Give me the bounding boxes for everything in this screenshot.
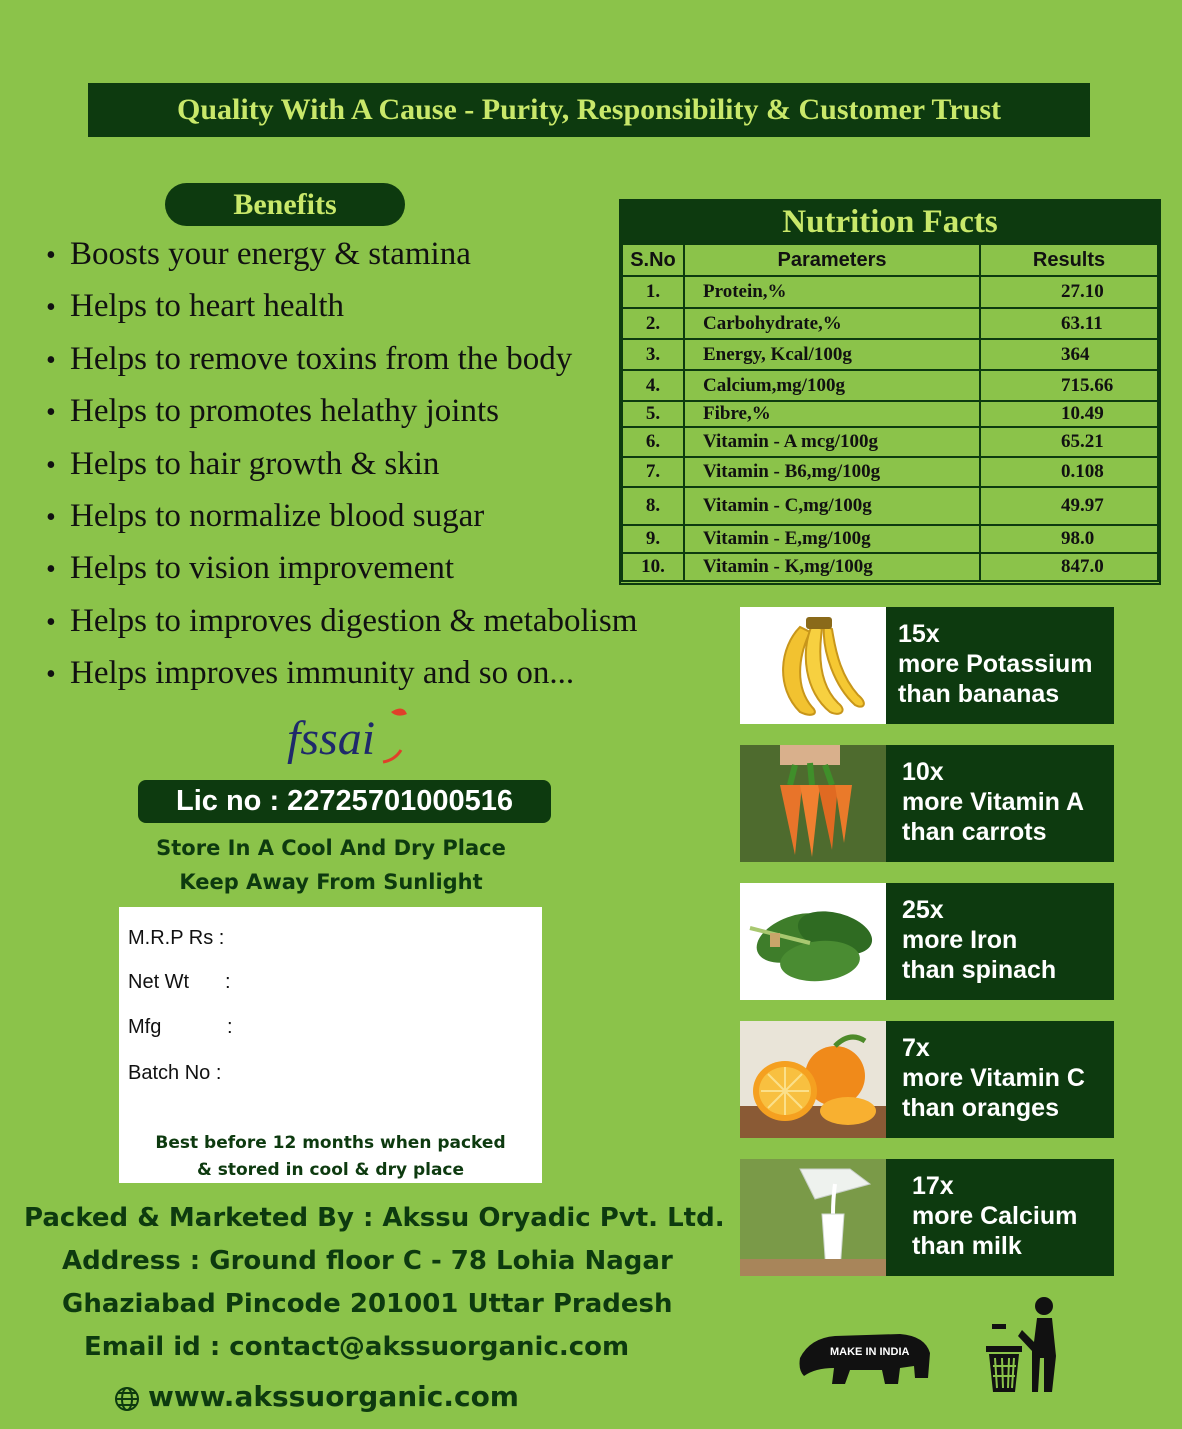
- table-row: [622, 401, 1158, 427]
- benefit-item: • Helps to heart health: [46, 284, 637, 336]
- globe-icon: [114, 1386, 140, 1412]
- cell-sno: 5.: [622, 401, 684, 427]
- nutrition-facts-table: [619, 199, 1161, 585]
- colon: :: [227, 1016, 233, 1038]
- benefit-item: • Helps to normalize blood sugar: [46, 494, 637, 546]
- cell-sno: 4.: [622, 370, 684, 401]
- table-row: [622, 457, 1158, 487]
- cell-result: 0.108: [980, 457, 1158, 487]
- milk-image: [740, 1159, 886, 1276]
- table-row: [622, 370, 1158, 401]
- comparison-food: than milk: [912, 1232, 1022, 1260]
- comparison-food: than carrots: [902, 818, 1047, 846]
- cell-result: 98.0: [980, 525, 1158, 553]
- cell-sno: 9.: [622, 525, 684, 553]
- column-header: Parameters: [684, 244, 980, 276]
- cell-sno: 2.: [622, 308, 684, 339]
- benefit-item: • Helps improves immunity and so on...: [46, 651, 637, 703]
- colon: :: [225, 971, 231, 993]
- make-in-india-logo: [790, 1318, 940, 1390]
- spinach-image: [740, 883, 886, 1000]
- trash-bin-icon: [982, 1296, 1066, 1394]
- cell-result: 63.11: [980, 308, 1158, 339]
- table-row: [622, 427, 1158, 457]
- comparison-factor: 17x: [912, 1172, 954, 1200]
- batch-no-label: Batch No :: [128, 1062, 222, 1084]
- comparison-food: than oranges: [902, 1094, 1059, 1122]
- cell-parameter: Protein,%: [684, 276, 980, 308]
- comparison-card-carrot: [740, 745, 1114, 862]
- cell-sno: 7.: [622, 457, 684, 487]
- table-header-row: [622, 244, 1158, 276]
- comparison-factor: 15x: [898, 620, 940, 648]
- best-before-line: Best before 12 months when packed: [155, 1133, 506, 1153]
- comparison-nutrient: more Calcium: [912, 1202, 1078, 1230]
- benefit-item: • Helps to vision improvement: [46, 546, 637, 598]
- fssai-logo-text: fssai: [287, 712, 376, 765]
- benefit-item: • Helps to hair growth & skin: [46, 442, 637, 494]
- cell-result: 364: [980, 339, 1158, 370]
- cell-result: 847.0: [980, 553, 1158, 581]
- comparison-nutrient: more Vitamin A: [902, 788, 1084, 816]
- cell-sno: 3.: [622, 339, 684, 370]
- comparison-factor: 25x: [902, 896, 944, 924]
- nutrition-table: [621, 243, 1159, 582]
- comparison-nutrient: more Vitamin C: [902, 1064, 1085, 1092]
- cell-parameter: Fibre,%: [684, 401, 980, 427]
- nutrition-title: Nutrition Facts: [621, 201, 1159, 243]
- cell-parameter: Calcium,mg/100g: [684, 370, 980, 401]
- cell-parameter: Carbohydrate,%: [684, 308, 980, 339]
- benefits-list: [46, 232, 637, 704]
- best-before-note: [119, 1130, 542, 1184]
- benefits-heading: Benefits: [165, 183, 405, 226]
- benefit-item: • Helps to improves digestion & metabolism: [46, 599, 637, 651]
- cell-sno: 8.: [622, 487, 684, 525]
- benefit-item: • Helps to promotes helathy joints: [46, 389, 637, 441]
- cell-result: 49.97: [980, 487, 1158, 525]
- carrot-image: [740, 745, 886, 862]
- comparison-card-milk: [740, 1159, 1114, 1276]
- table-row: [622, 487, 1158, 525]
- cell-sno: 1.: [622, 276, 684, 308]
- table-row: [622, 339, 1158, 370]
- storage-line-1: Store In A Cool And Dry Place: [156, 836, 506, 860]
- cell-parameter: Vitamin - E,mg/100g: [684, 525, 980, 553]
- net-wt-label: Net Wt: [128, 971, 190, 993]
- orange-image: [740, 1021, 886, 1138]
- comparison-nutrient: more Potassium: [898, 650, 1093, 678]
- email: Email id : contact@akssuorganic.com: [84, 1332, 630, 1362]
- cell-parameter: Energy, Kcal/100g: [684, 339, 980, 370]
- header-banner: Quality With A Cause - Purity, Responsibility & Customer Trust: [88, 83, 1090, 137]
- best-before-line: & stored in cool & dry place: [196, 1160, 465, 1180]
- comparison-card-banana: [740, 607, 1114, 724]
- table-row: [622, 276, 1158, 308]
- comparison-food: than spinach: [902, 956, 1057, 984]
- table-row: [622, 553, 1158, 581]
- banana-image: [740, 607, 886, 724]
- price-label-box: [119, 907, 542, 1183]
- comparison-factor: 10x: [902, 758, 944, 786]
- column-header: S.No: [622, 244, 684, 276]
- mrp-label: M.R.P Rs :: [128, 927, 225, 949]
- cell-result: 715.66: [980, 370, 1158, 401]
- address-line-1: Address : Ground floor C - 78 Lohia Nagar: [62, 1246, 673, 1276]
- cell-sno: 10.: [622, 553, 684, 581]
- cell-parameter: Vitamin - K,mg/100g: [684, 553, 980, 581]
- table-row: [622, 525, 1158, 553]
- fssai-logo: [283, 702, 413, 772]
- comparison-factor: 7x: [902, 1034, 930, 1062]
- table-row: [622, 308, 1158, 339]
- make-in-india-text: MAKE IN INDIA: [830, 1346, 910, 1358]
- mfg-label: Mfg: [128, 1016, 162, 1038]
- comparison-card-orange: [740, 1021, 1114, 1138]
- benefit-item: • Boosts your energy & stamina: [46, 232, 637, 284]
- comparison-card-spinach: [740, 883, 1114, 1000]
- storage-line-2: Keep Away From Sunlight: [179, 870, 483, 894]
- packed-by: Packed & Marketed By : Akssu Oryadic Pvt. Ltd.: [24, 1203, 725, 1233]
- comparison-food: than bananas: [898, 680, 1060, 708]
- cell-parameter: Vitamin - A mcg/100g: [684, 427, 980, 457]
- cell-result: 10.49: [980, 401, 1158, 427]
- benefit-item: • Helps to remove toxins from the body: [46, 337, 637, 389]
- column-header: Results: [980, 244, 1158, 276]
- cell-sno: 6.: [622, 427, 684, 457]
- website-link[interactable]: www.akssuorganic.com: [148, 1380, 519, 1413]
- comparison-nutrient: more Iron: [902, 926, 1018, 954]
- cell-result: 27.10: [980, 276, 1158, 308]
- license-number: Lic no : 22725701000516: [138, 780, 551, 823]
- cell-result: 65.21: [980, 427, 1158, 457]
- cell-parameter: Vitamin - C,mg/100g: [684, 487, 980, 525]
- address-line-2: Ghaziabad Pincode 201001 Uttar Pradesh: [62, 1289, 673, 1319]
- cell-parameter: Vitamin - B6,mg/100g: [684, 457, 980, 487]
